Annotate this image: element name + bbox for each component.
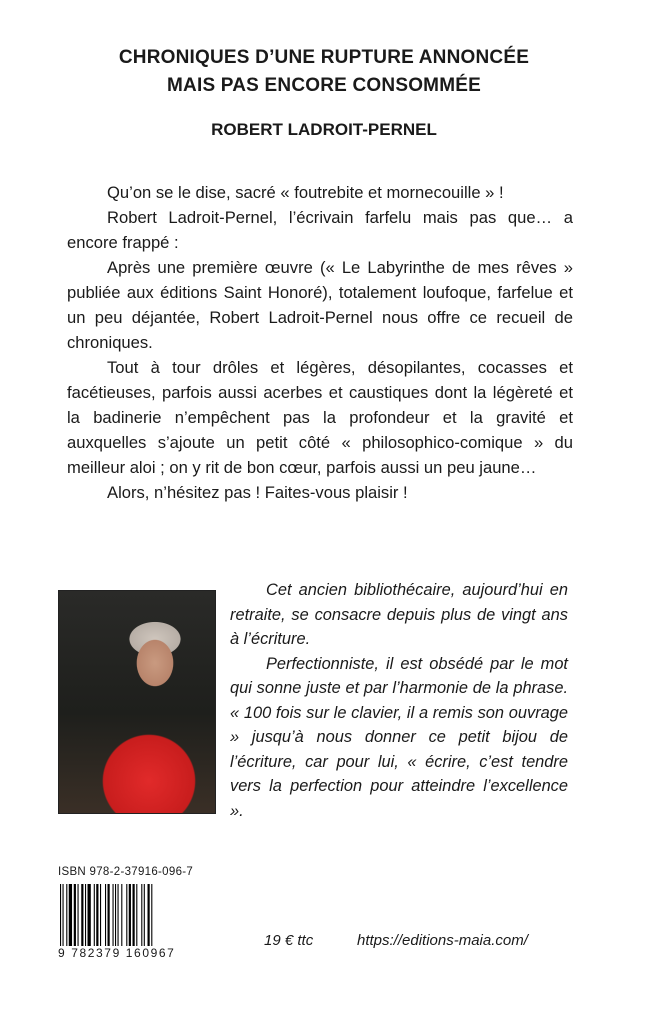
back-cover-blurb <box>67 180 573 505</box>
barcode-digits: 9 782379 160967 <box>58 946 198 960</box>
isbn-label: ISBN 978-2-37916-096-7 <box>58 866 194 878</box>
blurb-paragraph: Alors, n’hésitez pas ! Faites-vous plaisir ! <box>107 483 408 502</box>
publisher-url[interactable]: https://editions-maia.com/ <box>357 932 528 949</box>
bio-paragraph: Cet ancien bibliothécaire, aujourd’hui en retraite, se consacre depuis plus de vingt ans à l’écriture. <box>230 581 568 648</box>
blurb-paragraph: Robert Ladroit-Pernel, l’écrivain farfelu mais pas que… a encore frappé : <box>67 208 573 252</box>
blurb-paragraph: Après une première œuvre (« Le Labyrinthe de mes rêves » publiée aux éditions Saint Honoré), totalement loufoque, farfelue et un peu déjantée, Robert Ladroit-Pernel nous offre ce recueil de chroniques. <box>67 258 573 352</box>
author-bio <box>230 578 568 823</box>
author-photo <box>58 590 216 814</box>
barcode <box>58 884 196 952</box>
author-name: ROBERT LADROIT-PERNEL <box>211 120 437 139</box>
blurb-paragraph: Tout à tour drôles et légères, désopilantes, cocasses et facétieuses, parfois aussi acerbes et caustiques dont la légèreté et la badinerie n’empêchent pas la profondeur et la gravité et auxquelles s’ajoute un petit côté « philosophico-comique » du meilleur aloi ; on y rit de bon cœur, parfois aussi un peu jaune… <box>67 358 573 477</box>
price-label: 19 € ttc <box>264 932 314 949</box>
book-title-line-2: MAIS PAS ENCORE CONSOMMÉE <box>167 75 481 96</box>
book-title-line-1: CHRONIQUES D’UNE RUPTURE ANNONCÉE <box>118 47 530 68</box>
bio-paragraph: Perfectionniste, il est obsédé par le mot qui sonne juste et par l’harmonie de la phrase. « 100 fois sur le clavier, il a remis son ouvrage » jusqu’à nous donner ce petit bijou de l’écriture, car pour lui, « écrire, c’est tendre vers la perfection pour atteindre l’excellence ». <box>230 654 568 820</box>
blurb-paragraph: Qu’on se le dise, sacré « foutrebite et mornecouille » ! <box>107 183 504 202</box>
book-title <box>0 44 648 100</box>
